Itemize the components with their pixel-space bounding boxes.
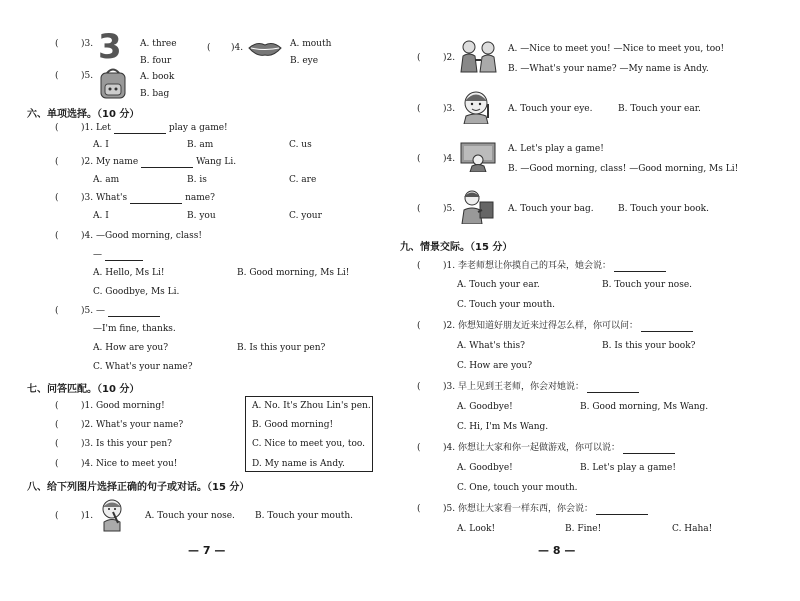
option-b: B. Is this your book?: [602, 341, 696, 351]
fill-blank[interactable]: [587, 383, 639, 393]
answer-paren[interactable]: (: [55, 39, 59, 49]
answer-paren[interactable]: (: [55, 231, 59, 241]
question-number: )4.: [443, 154, 456, 164]
fill-blank[interactable]: [641, 322, 693, 332]
match-answer: D. My name is Andy.: [252, 459, 345, 469]
option-b: B. Touch your mouth.: [255, 511, 354, 521]
child-touching-ear-picture: [458, 88, 494, 124]
answer-paren[interactable]: (: [55, 420, 59, 430]
answer-paren[interactable]: (: [417, 104, 421, 114]
question-number: )4.: [231, 43, 244, 53]
option-a: A. three: [140, 39, 177, 49]
question-number: )3.: [443, 104, 456, 114]
option-b: B. is: [187, 175, 207, 185]
option-a: A. —Nice to meet you! —Nice to meet you, too!: [508, 44, 725, 54]
question-text: )4. —Good morning, class!: [81, 231, 202, 241]
option-a: A. Hello, Ms Li!: [93, 268, 165, 278]
option-b: B. Touch your book.: [618, 204, 709, 214]
match-answer: B. Good morning!: [252, 420, 334, 430]
option-c: C. us: [289, 140, 312, 150]
dialogue-line: —I'm fine, thanks.: [93, 324, 176, 334]
option-c: C. your: [289, 211, 322, 221]
answer-paren[interactable]: (: [417, 261, 421, 271]
question-text: )1. 李老师想让你摸自己的耳朵，她会说：: [443, 260, 669, 272]
fill-blank[interactable]: [623, 444, 675, 454]
answer-paren[interactable]: (: [55, 193, 59, 203]
mouth-picture: [247, 40, 283, 58]
option-a: A. I: [93, 140, 109, 150]
option-c: C. are: [289, 175, 317, 185]
option-a: A. Goodbye!: [457, 402, 513, 412]
option-b: B. —What's your name? —My name is Andy.: [508, 64, 709, 74]
question-number: )3.: [81, 39, 94, 49]
option-a: A. Touch your bag.: [508, 204, 594, 214]
option-b: B. Good morning, Ms Wang.: [580, 402, 709, 412]
page-8: [400, 0, 800, 601]
answer-paren[interactable]: (: [55, 306, 59, 316]
fill-blank[interactable]: [108, 307, 160, 317]
answer-paren[interactable]: (: [55, 123, 59, 133]
section-8-heading: 八、给下列图片选择正确的句子或对话。（15 分）: [27, 482, 250, 493]
question-text: )5. —: [81, 305, 163, 317]
fill-blank[interactable]: [114, 124, 166, 134]
option-b: B. Fine!: [565, 524, 602, 534]
section-7-heading: 七、问答匹配。（10 分）: [27, 384, 140, 395]
match-answer: A. No. It's Zhou Lin's pen.: [252, 401, 371, 411]
teacher-at-board-picture: [458, 140, 498, 172]
option-b: B. Good morning, Ms Li!: [237, 268, 350, 278]
schoolbag-picture: [96, 66, 130, 100]
option-c: C. One, touch your mouth.: [457, 483, 578, 493]
option-a: A. Touch your ear.: [457, 280, 540, 290]
boy-touching-nose-picture: [98, 498, 126, 532]
child-touching-book-picture: [458, 188, 496, 224]
question-text: )2. 你想知道好朋友近来过得怎么样，你可以问：: [443, 320, 696, 332]
option-a: A. How are you?: [93, 343, 169, 353]
answer-paren[interactable]: (: [55, 439, 59, 449]
answer-paren[interactable]: (: [417, 504, 421, 514]
answer-paren[interactable]: (: [55, 459, 59, 469]
option-c: C. Touch your mouth.: [457, 300, 555, 310]
option-c: C. Haha!: [672, 524, 713, 534]
answer-paren[interactable]: (: [417, 443, 421, 453]
match-question: )3. Is this your pen?: [81, 439, 172, 449]
fill-blank[interactable]: [614, 262, 666, 272]
section-9-heading: 九、情景交际。（15 分）: [400, 242, 513, 253]
option-b: B. am: [187, 140, 214, 150]
number-three-picture: 3: [98, 27, 122, 67]
option-b: B. four: [140, 56, 172, 66]
answer-paren[interactable]: (: [417, 321, 421, 331]
fill-blank[interactable]: [596, 505, 648, 515]
question-text: )3. 早上见到王老师，你会对她说：: [443, 381, 642, 393]
option-c: C. How are you?: [457, 361, 533, 371]
question-text: )4. 你想让大家和你一起做游戏，你可以说：: [443, 442, 678, 454]
question-number: )5.: [443, 204, 456, 214]
question-number: )1.: [81, 511, 94, 521]
question-text: )2. My name Wang Li.: [81, 157, 237, 167]
option-a: A. What's this?: [457, 341, 525, 351]
page-number: — 8 —: [538, 544, 576, 557]
answer-paren[interactable]: (: [417, 154, 421, 164]
question-text: )1. Let play a game!: [81, 123, 228, 133]
answer-paren[interactable]: (: [55, 511, 59, 521]
match-question: )4. Nice to meet you!: [81, 459, 178, 469]
option-c: C. Hi, I'm Ms Wang.: [457, 422, 549, 432]
option-a: A. book: [140, 72, 175, 82]
option-a: A. I: [93, 211, 109, 221]
answer-paren[interactable]: (: [417, 382, 421, 392]
option-c: C. What's your name?: [93, 362, 193, 372]
dialogue-line: —: [93, 249, 146, 261]
option-c: C. Goodbye, Ms Li.: [93, 287, 180, 297]
answer-paren[interactable]: (: [55, 401, 59, 411]
option-a: A. Goodbye!: [457, 463, 513, 473]
option-b: B. Is this your pen?: [237, 343, 326, 353]
fill-blank[interactable]: [105, 251, 143, 261]
section-6-heading: 六、单项选择。（10 分）: [27, 109, 140, 120]
match-question: )2. What's your name?: [81, 420, 184, 430]
question-number: )5.: [81, 71, 94, 81]
question-text: )3. What's name?: [81, 193, 215, 203]
option-b: B. bag: [140, 89, 170, 99]
fill-blank[interactable]: [141, 158, 193, 168]
question-text: )5. 你想让大家看一样东西，你会说：: [443, 503, 651, 515]
option-a: A. Touch your eye.: [508, 104, 593, 114]
answer-paren[interactable]: (: [417, 204, 421, 214]
option-a: A. Touch your nose.: [145, 511, 235, 521]
answer-paren[interactable]: (: [417, 53, 421, 63]
option-b: B. Touch your ear.: [618, 104, 701, 114]
option-b: B. Let's play a game!: [580, 463, 676, 473]
fill-blank[interactable]: [130, 194, 182, 204]
option-a: A. Let's play a game!: [508, 144, 604, 154]
answer-paren[interactable]: (: [55, 157, 59, 167]
option-b: B. —Good morning, class! —Good morning, Ms Li!: [508, 164, 739, 174]
option-a: A. Look!: [457, 524, 496, 534]
option-b: B. Touch your nose.: [602, 280, 693, 290]
option-a: A. mouth: [290, 39, 332, 49]
question-number: )2.: [443, 53, 456, 63]
page-number: — 7 —: [188, 544, 226, 557]
option-a: A. am: [93, 175, 120, 185]
match-answer: C. Nice to meet you, too.: [252, 439, 366, 449]
match-question: )1. Good morning!: [81, 401, 165, 411]
answer-paren[interactable]: (: [207, 43, 211, 53]
option-b: B. eye: [290, 56, 319, 66]
answer-paren[interactable]: (: [55, 71, 59, 81]
option-b: B. you: [187, 211, 216, 221]
two-children-greeting-picture: [458, 38, 500, 74]
